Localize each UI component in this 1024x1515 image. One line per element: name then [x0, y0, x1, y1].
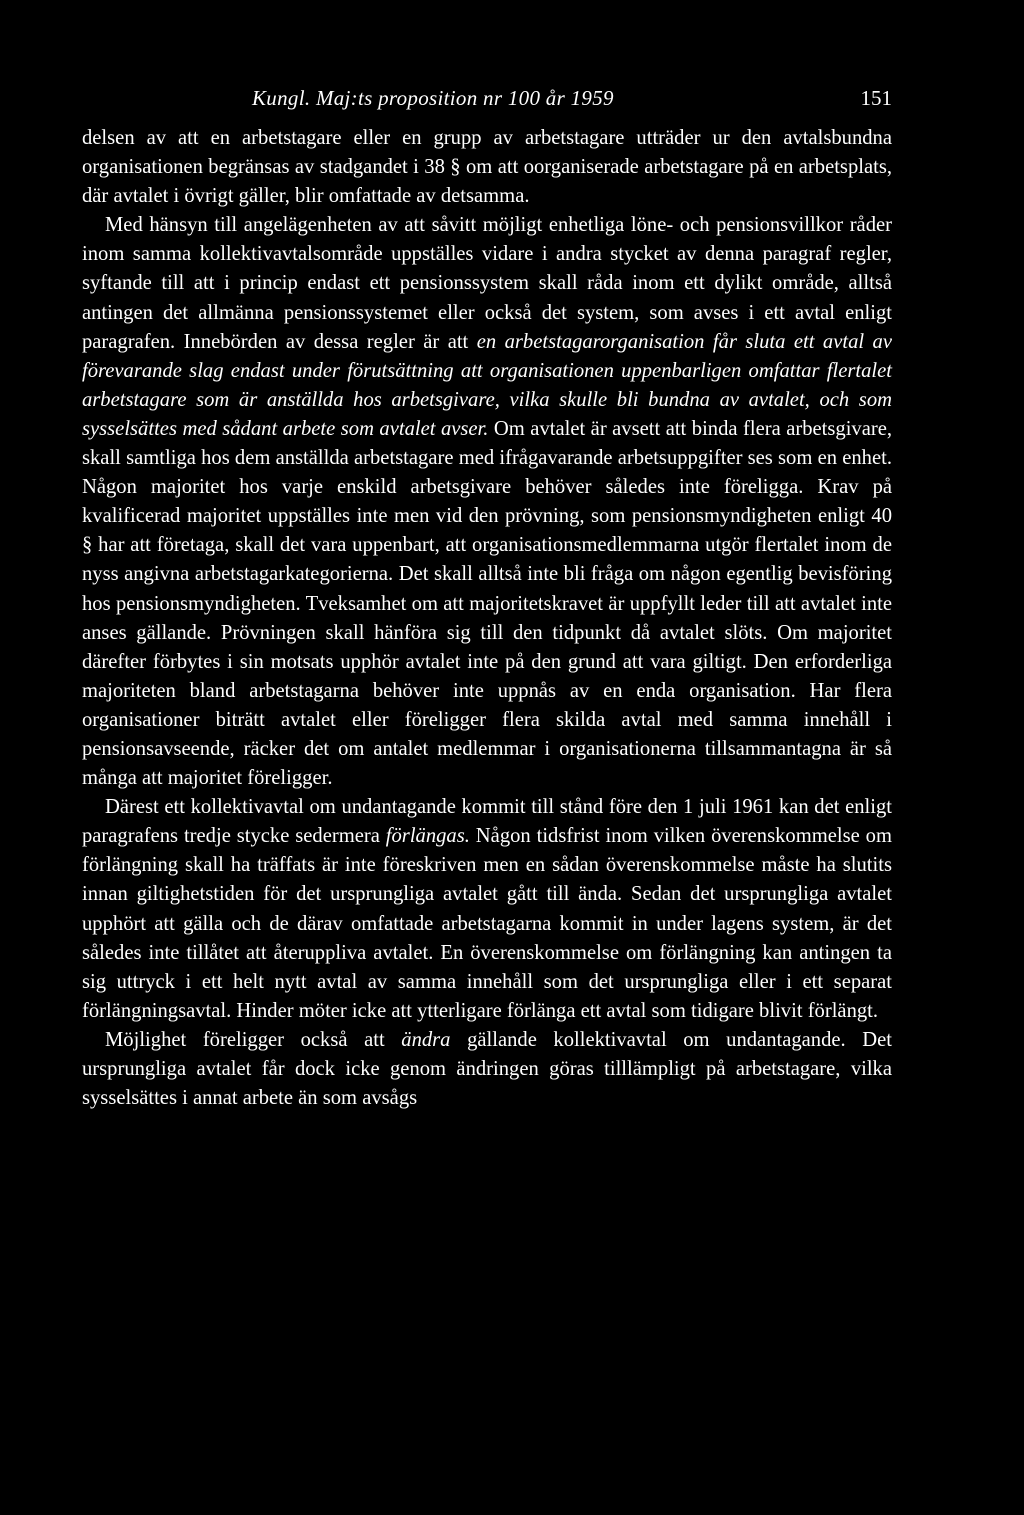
paragraph-4-text-b: gällande kollektivavtal om undantagande. Det ursprungliga avtalet får dock icke genom ändringen göras tilllämpligt på arbetstagare, vilka sysselsättes i annat arbete än som avsågs — [82, 1028, 893, 1110]
paragraph-1 — [82, 124, 892, 211]
paragraph-2-text-b: Om avtalet är avsett att binda flera arbetsgivare, skall samtliga hos dem anställda arbetstagare med ifrågavarande arbetsuppgifter ses som en enhet. Någon majoritet hos varje enskild arbetsgivare behöver således inte föreligga. Krav på kvalificerad majoritet uppställes inte men vid den prövning, som pensionsmyndigheten enligt 40 § har att företaga, skall det vara uppenbart, att organisationsmedlemmarna utgör flertalet inom de nyss angivna arbetstagarkategorierna. Det skall alltså inte bli fråga om någon egentlig bevisföring hos pensionsmyndigheten. Tveksamhet om att majoritetskravet är uppfyllt leder till att avtalet inte anses gällande. Prövningen skall hänföra sig till den tidpunkt då avtalet slöts. Om majoritet därefter förbytes i sin motsats upphör avtalet inte på den grund att vara giltigt. Den erforderliga majoriteten bland arbetstagarna behöver inte uppnås av en enda organisation. Har flera organisationer biträtt avtalet eller föreligger flera skilda avtal med samma innehåll i pensionsavseende, räcker det om antalet medlemmar i organisationerna tillsammantagna är så många att majoritet föreligger. — [82, 417, 892, 790]
paragraph-3-text-a: Därest ett kollektivavtal om undantagande kommit till stånd före den 1 juli 1961 kan det enligt paragrafens tredje stycke sedermera — [82, 796, 892, 848]
paragraph-4-text-a: Möjlighet föreligger också att — [105, 1028, 402, 1051]
paragraph-2 — [82, 211, 892, 793]
paragraph-3 — [82, 793, 892, 1026]
paragraph-1-text: delsen av att en arbetstagare eller en grupp av arbetstagare utträder ur den avtalsbundna organisationen begränsas av stadgandet i 38 § om att oorganiserade arbetstagare på en arbetsplats, där avtalet i övrigt gäller, blir omfattade av detsamma. — [82, 127, 892, 208]
paragraph-4-italic: ändra — [401, 1028, 451, 1051]
paragraph-3-italic: förlängas. — [385, 825, 470, 848]
body-text — [82, 124, 892, 1113]
paragraph-4 — [82, 1026, 892, 1113]
page-number: 151 — [860, 86, 892, 110]
paragraph-2-text-a: Med hänsyn till angelägenheten av att såvitt möjligt enhetliga löne- och pensionsvillkor råder inom samma kollektivavtalsområde uppställes vidare i andra stycket av denna paragraf regler, syftande till att i princip endast ett pensionssystem skall råda inom ett dylikt område, alltså antingen det allmänna pensionssystemet eller också det system, som avses i ett avtal enligt paragrafen. Innebörden av dessa regler är att — [82, 214, 892, 353]
paragraph-2-italic: en arbetstagarorganisation får sluta ett avtal av förevarande slag endast under förutsättning att organisationen uppenbarligen omfattar flertalet arbetstagare som är anställda hos arbetsgivare, vilka skulle bli bundna av avtalet, och som sysselsättes med sådant arbete som avtalet avser. — [82, 330, 892, 440]
running-head: Kungl. Maj:ts proposition nr 100 år 1959 — [252, 86, 614, 110]
page-header — [82, 86, 892, 118]
paragraph-3-text-b: Någon tidsfrist inom vilken överenskommelse om förlängning skall ha träffats är inte föreskriven men en sådan överenskommelse måste ha slutits innan giltighetstiden för det ursprungliga avtalet gått till ända. Sedan det ursprungliga avtalet upphört att gälla och de därav omfattade arbetstagarna kommit in under lagens system, är det således inte tillåtet att återuppliva avtalet. En överenskommelse om förlängning kan antingen ta sig uttryck i ett helt nytt avtal av samma innehåll som det ursprungliga eller i ett separat förlängningsavtal. Hinder möter icke att ytterligare förlänga ett avtal som tidigare blivit förlängt. — [82, 825, 892, 1022]
